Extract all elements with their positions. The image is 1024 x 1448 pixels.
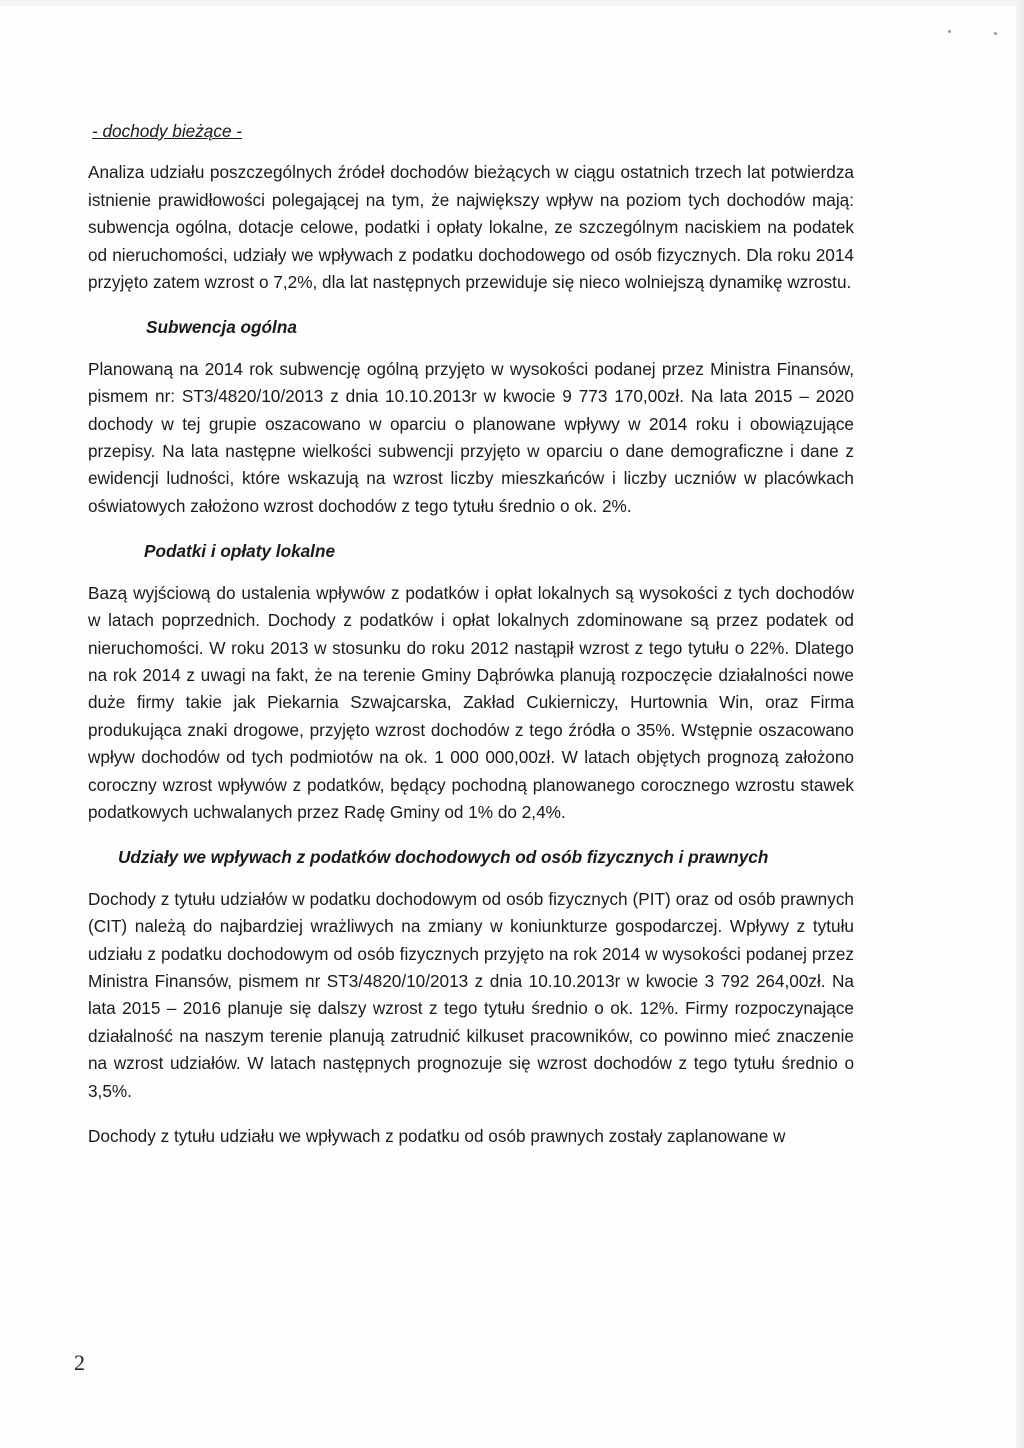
heading-income-tax-shares: Udziały we wpływach z podatków dochodowych od osób fizycznych i prawnych <box>118 847 769 868</box>
heading-general-subsidy: Subwencja ogólna <box>146 317 297 338</box>
heading-current-income: - dochody bieżące - <box>92 121 242 141</box>
scan-dust-mark <box>994 32 997 35</box>
paragraph-local-taxes: Bazą wyjściową do ustalenia wpływów z podatków i opłat lokalnych są wysokości z tych dochodów w latach poprzednich. Dochody z podatków i opłat lokalnych zdominowane są przez podatek od nieruchomości. W roku 2013 w stosunku do roku 2012 nastąpił wzrost z tego tytułu o 22%. Dlatego na rok 2014 z uwagi na fakt, że na terenie Gminy Dąbrówka planują rozpoczęcie działalności nowe duże firmy takie jak Piekarnia Szwajcarska, Zakład Cukierniczy, Hurtownia Win, oraz Firma produkująca znaki drogowe, przyjęto wzrost dochodów z tego źródła o 35%. Wstępnie oszacowano wpływ dochodów od tych podmiotów na ok. 1 000 000,00zł. W latach objętych prognozą założono coroczny wzrost wpływów z podatków, będący pochodną planowanego corocznego wzrostu stawek podatkowych uchwalanych przez Radę Gminy od 1% do 2,4%. <box>88 582 854 822</box>
scan-edge-top <box>0 0 1024 6</box>
paragraph-intro: Analiza udziału poszczególnych źródeł dochodów bieżących w ciągu ostatnich trzech lat potwierdza istnienie prawidłowości polegającej na tym, że największy wpływ na poziom tych dochodów mają: subwencja ogólna, dotacje celowe, podatki i opłaty lokalne, ze szczególnym naciskiem na podatek od nieruchomości, udziały we wpływach z podatku dochodowego od osób fizycznych. Dla roku 2014 przyjęto zatem wzrost o 7,2%, dla lat następnych przewiduje się nieco wolniejszą dynamikę wzrostu. <box>88 162 854 293</box>
scan-dust-mark <box>948 30 951 33</box>
page-number: 2 <box>74 1350 85 1375</box>
paragraph-corporate-tax: Dochody z tytułu udziału we wpływach z podatku od osób prawnych zostały zaplanowane w <box>88 1126 786 1146</box>
paragraph-general-subsidy: Planowaną na 2014 rok subwencję ogólną przyjęto w wysokości podanej przez Ministra Finansów, pismem nr: ST3/4820/10/2013 z dnia 10.10.2013r w kwocie 9 773 170,00zł. Na lata 2015 – 2020 dochody w tej grupie oszacowano w oparciu o planowane wpływy w 2014 roku i obowiązujące przepisy. Na lata następne wielkości subwencji przyjęto w oparciu o dane demograficzne i dane z ewidencji ludności, które wskazują na wzrost liczby mieszkańców i liczby uczniów w placówkach oświatowych założono wzrost dochodów z tego tytułu średnio o ok. 2%. <box>88 358 854 516</box>
paragraph-income-tax-shares: Dochody z tytułu udziałów w podatku dochodowym od osób fizycznych (PIT) oraz od osób prawnych (CIT) należą do najbardziej wrażliwych na zmiany w koniunkturze gospodarczej. Wpływy z tytułu udziału z podatku dochodowym od osób fizycznych przyjęto na rok 2014 w wysokości podanej przez Ministra Finansów, pismem nr ST3/4820/10/2013 z dnia 10.10.2013r w kwocie 3 792 264,00zł. Na lata 2015 – 2016 planuje się dalszy wzrost z tego tytułu średnio o ok. 12%. Firmy rozpoczynające działalność na naszym terenie planują zatrudnić kilkuset pracowników, co powinno mieć znaczenie na wzrost udziałów. W latach następnych prognozuje się wzrost dochodów z tego tytułu średnio o 3,5%. <box>88 888 854 1101</box>
scan-edge-right <box>1016 0 1024 1448</box>
document-body <box>88 118 854 1168</box>
heading-local-taxes: Podatki i opłaty lokalne <box>144 541 336 562</box>
